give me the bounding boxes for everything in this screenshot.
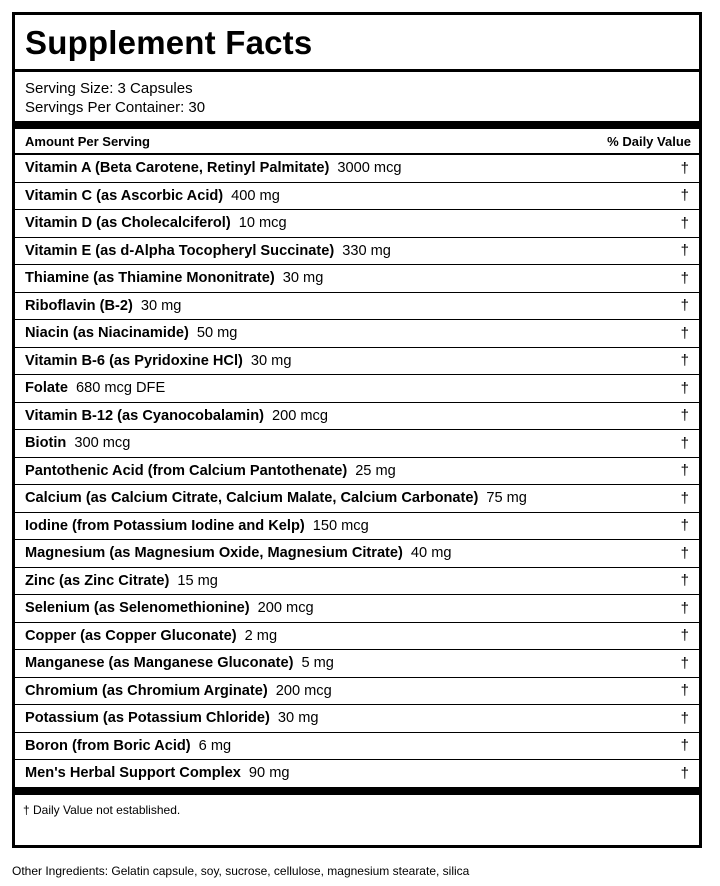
nutrient-name: Copper (as Copper Gluconate) <box>25 627 237 644</box>
nutrient-label <box>25 325 237 341</box>
footnote: † Daily Value not established. <box>23 802 181 817</box>
nutrient-amount: 6 mg <box>198 737 232 754</box>
nutrient-name: Vitamin E (as d-Alpha Tocopheryl Succinate) <box>25 242 335 259</box>
nutrient-label <box>25 463 396 479</box>
nutrient-name: Potassium (as Potassium Chloride) <box>25 710 270 727</box>
nutrient-name: Iodine (from Potassium Iodine and Kelp) <box>25 517 305 534</box>
nutrient-row <box>15 595 699 623</box>
nutrient-daily-value: † <box>680 434 689 452</box>
nutrient-name: Niacin (as Niacinamide) <box>25 325 189 342</box>
nutrient-daily-value: † <box>680 297 689 315</box>
nutrient-amount: 200 mcg <box>271 407 328 424</box>
nutrient-amount: 200 mcg <box>257 600 314 617</box>
nutrient-name: Magnesium (as Magnesium Oxide, Magnesium Citrate) <box>25 545 403 562</box>
nutrient-amount: 400 mg <box>231 187 280 204</box>
nutrient-daily-value: † <box>680 379 689 397</box>
nutrient-name: Chromium (as Chromium Arginate) <box>25 682 268 699</box>
nutrient-row <box>15 238 699 266</box>
nutrient-label <box>25 765 289 781</box>
nutrient-amount: 30 mg <box>277 710 319 727</box>
thick-divider <box>15 121 699 129</box>
nutrient-label <box>25 353 291 369</box>
nutrient-row <box>15 320 699 348</box>
nutrient-row <box>15 210 699 238</box>
nutrient-name: Biotin <box>25 435 67 452</box>
nutrient-amount: 75 mg <box>486 490 527 507</box>
nutrient-row <box>15 650 699 678</box>
nutrient-label <box>25 188 280 204</box>
nutrient-name: Vitamin B-12 (as Cyanocobalamin) <box>25 407 264 424</box>
nutrient-amount: 680 mcg DFE <box>75 380 166 397</box>
nutrient-label <box>25 655 334 671</box>
serving-size: Serving Size: 3 Capsules <box>25 80 193 97</box>
nutrient-row <box>15 403 699 431</box>
nutrient-label <box>25 380 165 396</box>
nutrient-daily-value: † <box>680 737 689 755</box>
servings-per-container: Servings Per Container: 30 <box>25 99 206 116</box>
nutrient-row <box>15 705 699 733</box>
nutrient-label <box>25 545 451 561</box>
nutrient-row <box>15 348 699 376</box>
nutrient-name: Thiamine (as Thiamine Mononitrate) <box>25 270 275 287</box>
nutrient-amount: 330 mg <box>342 242 391 259</box>
nutrient-amount: 2 mg <box>244 627 278 644</box>
nutrient-amount: 40 mg <box>410 545 452 562</box>
nutrient-daily-value: † <box>680 517 689 535</box>
nutrient-amount: 10 mcg <box>238 215 287 232</box>
nutrient-list <box>15 155 699 788</box>
nutrient-row <box>15 733 699 761</box>
nutrient-daily-value: † <box>680 159 689 177</box>
nutrient-label <box>25 490 527 506</box>
nutrient-row <box>15 623 699 651</box>
nutrient-row <box>15 458 699 486</box>
nutrient-daily-value: † <box>680 599 689 617</box>
nutrient-daily-value: † <box>680 709 689 727</box>
nutrient-amount: 30 mg <box>140 297 182 314</box>
bottom-divider <box>15 788 699 795</box>
nutrient-row <box>15 760 699 788</box>
nutrient-name: Vitamin B-6 (as Pyridoxine HCl) <box>25 352 243 369</box>
nutrient-daily-value: † <box>680 489 689 507</box>
nutrient-label <box>25 160 401 176</box>
nutrient-row <box>15 678 699 706</box>
nutrient-daily-value: † <box>680 544 689 562</box>
nutrient-daily-value: † <box>680 187 689 205</box>
nutrient-label <box>25 435 130 451</box>
nutrient-label <box>25 683 332 699</box>
nutrient-name: Folate <box>25 380 68 397</box>
nutrient-daily-value: † <box>680 682 689 700</box>
nutrient-daily-value: † <box>680 324 689 342</box>
nutrient-name: Vitamin C (as Ascorbic Acid) <box>25 187 224 204</box>
nutrient-name: Riboflavin (B-2) <box>25 297 133 314</box>
nutrient-name: Selenium (as Selenomethionine) <box>25 600 250 617</box>
nutrient-amount: 30 mg <box>250 352 292 369</box>
nutrient-row <box>15 293 699 321</box>
supplement-facts-panel <box>12 12 702 848</box>
nutrient-amount: 50 mg <box>196 325 238 342</box>
nutrient-row <box>15 485 699 513</box>
nutrient-amount: 25 mg <box>355 462 396 479</box>
nutrient-daily-value: † <box>680 269 689 287</box>
nutrient-name: Manganese (as Manganese Gluconate) <box>25 655 294 672</box>
nutrient-name: Men's Herbal Support Complex <box>25 765 241 782</box>
nutrient-row <box>15 568 699 596</box>
nutrient-row <box>15 540 699 568</box>
nutrient-label <box>25 600 314 616</box>
nutrient-daily-value: † <box>680 654 689 672</box>
nutrient-amount: 3000 mcg <box>337 160 402 177</box>
daily-value-label: % Daily Value <box>607 133 691 149</box>
nutrient-daily-value: † <box>680 572 689 590</box>
nutrient-row <box>15 265 699 293</box>
nutrient-label <box>25 298 181 314</box>
nutrient-amount: 90 mg <box>248 765 290 782</box>
nutrient-label <box>25 270 323 286</box>
amount-per-serving-label: Amount Per Serving <box>25 133 150 149</box>
nutrient-amount: 30 mg <box>282 270 324 287</box>
nutrient-daily-value: † <box>680 214 689 232</box>
nutrient-daily-value: † <box>680 407 689 425</box>
nutrient-daily-value: † <box>680 764 689 782</box>
nutrient-amount: 5 mg <box>301 655 334 672</box>
nutrient-name: Vitamin A (Beta Carotene, Retinyl Palmitate) <box>25 160 330 177</box>
nutrient-label <box>25 518 369 534</box>
nutrient-name: Calcium (as Calcium Citrate, Calcium Malate, Calcium Carbonate) <box>25 490 479 507</box>
nutrient-row <box>15 430 699 458</box>
table-header <box>15 129 699 155</box>
nutrient-name: Pantothenic Acid (from Calcium Pantothenate) <box>25 462 348 479</box>
nutrient-label <box>25 710 318 726</box>
nutrient-daily-value: † <box>680 352 689 370</box>
nutrient-amount: 200 mcg <box>275 682 332 699</box>
nutrient-row <box>15 155 699 183</box>
serving-info <box>15 72 699 121</box>
nutrient-name: Vitamin D (as Cholecalciferol) <box>25 215 231 232</box>
nutrient-row <box>15 375 699 403</box>
nutrient-label <box>25 243 391 259</box>
nutrient-daily-value: † <box>680 462 689 480</box>
nutrient-daily-value: † <box>680 627 689 645</box>
other-ingredients: Other Ingredients: Gelatin capsule, soy, sucrose, cellulose, magnesium stearate, silica <box>12 864 470 878</box>
nutrient-daily-value: † <box>680 242 689 260</box>
nutrient-amount: 15 mg <box>177 572 218 589</box>
nutrient-amount: 300 mcg <box>74 435 131 452</box>
nutrient-label <box>25 408 328 424</box>
nutrient-label <box>25 215 287 231</box>
nutrient-row <box>15 513 699 541</box>
nutrient-name: Boron (from Boric Acid) <box>25 737 191 754</box>
nutrient-label <box>25 628 277 644</box>
nutrient-amount: 150 mcg <box>312 517 369 534</box>
panel-title: Supplement Facts <box>15 15 699 72</box>
nutrient-row <box>15 183 699 211</box>
nutrient-label <box>25 738 231 754</box>
nutrient-label <box>25 573 218 589</box>
nutrient-name: Zinc (as Zinc Citrate) <box>25 572 170 589</box>
